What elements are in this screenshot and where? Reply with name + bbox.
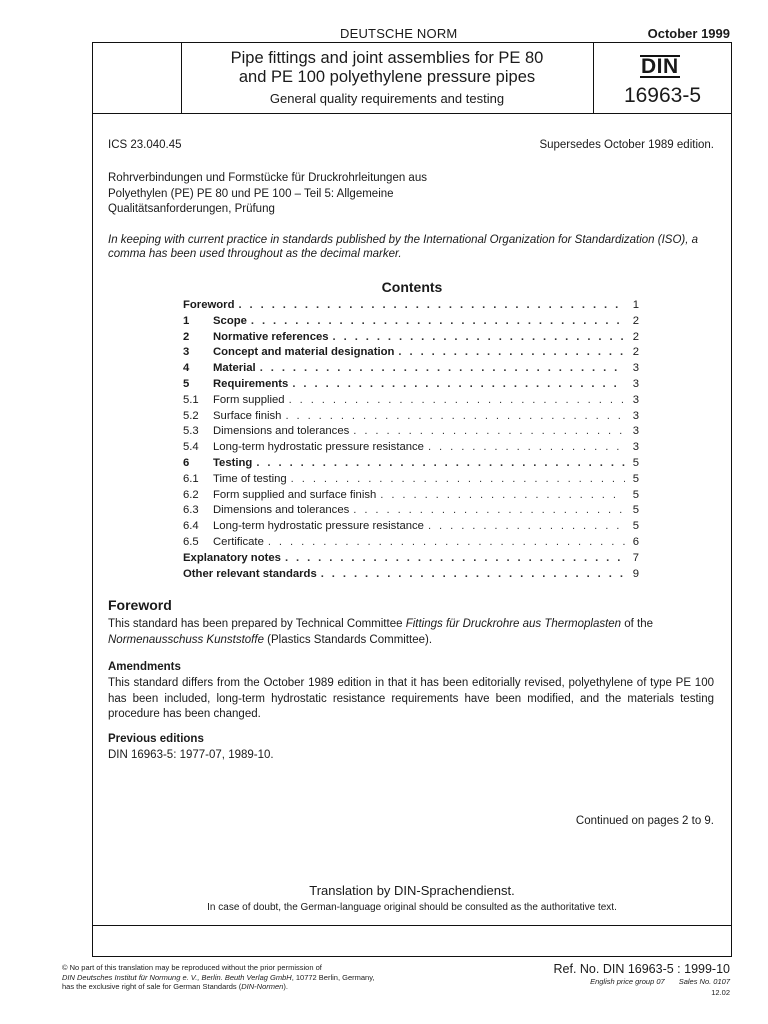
- document-subtitle: General quality requirements and testing: [269, 91, 505, 106]
- toc-entry-label: Form supplied: [213, 393, 285, 406]
- toc-entry-label: Other relevant standards: [183, 567, 317, 580]
- toc-entry: [183, 457, 639, 473]
- toc-entry: [183, 378, 639, 394]
- foreword-text-before: This standard has been prepared by Technical Committee: [108, 618, 406, 630]
- toc-dot-leader: [321, 568, 625, 580]
- toc-entry-page: 2: [632, 314, 639, 327]
- toc-dot-leader: [238, 299, 625, 311]
- toc-entry-page: 6: [632, 535, 639, 548]
- table-of-contents: [183, 299, 639, 583]
- toc-entry: [183, 568, 639, 584]
- toc-entry-label: Form supplied and surface finish: [213, 488, 377, 501]
- toc-entry-label: Dimensions and tolerances: [213, 425, 350, 438]
- toc-entry-page: 5: [632, 472, 639, 485]
- toc-entry-number: 4: [183, 362, 190, 375]
- toc-entry-label: Concept and material designation: [213, 346, 395, 359]
- copyright-line-3: has the exclusive right of sale for German Standards (: [62, 982, 242, 991]
- toc-dot-leader: [251, 315, 625, 327]
- toc-entry-label: Long-term hydrostatic pressure resistance: [213, 441, 424, 454]
- toc-entry: [183, 520, 639, 536]
- decimal-marker-note: In keeping with current practice in standards published by the International Organization for Standardization (ISO), a comma has been used throughout as the decimal marker.: [108, 234, 699, 260]
- toc-entry-page: 3: [632, 377, 639, 390]
- toc-dot-leader: [380, 489, 625, 501]
- toc-entry-label: Requirements: [213, 377, 289, 390]
- toc-entry: [183, 552, 639, 568]
- toc-entry-number: 5: [183, 377, 190, 390]
- toc-entry: [183, 425, 639, 441]
- din-number: 16963-5: [623, 84, 702, 107]
- toc-dot-leader: [289, 394, 625, 406]
- toc-entry-number: 5.2: [183, 409, 199, 422]
- copyright-close: ).: [283, 982, 288, 991]
- foreword-heading: Foreword: [108, 597, 172, 613]
- toc-entry-label: Explanatory notes: [183, 551, 281, 564]
- supersedes-note: Supersedes October 1989 edition.: [539, 139, 714, 151]
- toc-entry-page: 5: [632, 520, 639, 533]
- toc-dot-leader: [333, 331, 625, 343]
- toc-entry: [183, 536, 639, 552]
- toc-entry: [183, 299, 639, 315]
- toc-entry-page: 5: [632, 504, 639, 517]
- continued-note: Continued on pages 2 to 9.: [575, 815, 714, 827]
- bottom-divider: [92, 925, 732, 926]
- toc-dot-leader: [353, 425, 625, 437]
- toc-entry: [183, 331, 639, 347]
- toc-entry: [183, 504, 639, 520]
- toc-dot-leader: [353, 504, 625, 516]
- copyright-symbol: ©: [62, 963, 68, 972]
- previous-editions-text: DIN 16963-5: 1977-07, 1989-10.: [108, 749, 274, 761]
- foreword-committee: Fittings für Druckrohre aus Thermoplasten: [405, 618, 622, 630]
- toc-entry-page: 9: [632, 567, 639, 580]
- toc-entry-label: Certificate: [213, 535, 264, 548]
- toc-entry-page: 5: [632, 488, 639, 501]
- toc-entry-label: Scope: [213, 314, 247, 327]
- ics-code: ICS 23.040.45: [108, 139, 182, 151]
- toc-dot-leader: [428, 520, 625, 532]
- toc-entry-label: Time of testing: [213, 472, 287, 485]
- toc-entry: [183, 489, 639, 505]
- toc-entry-number: 6.1: [183, 472, 199, 485]
- toc-entry: [183, 394, 639, 410]
- toc-entry-number: 5.3: [183, 425, 199, 438]
- toc-entry-number: 6.4: [183, 520, 199, 533]
- german-title-line-3: Qualitätsanforderungen, Prüfung: [108, 203, 275, 215]
- toc-dot-leader: [428, 441, 625, 453]
- copyright-notice: [62, 963, 482, 992]
- contents-heading: Contents: [381, 279, 443, 295]
- toc-entry-page: 2: [632, 346, 639, 359]
- toc-entry-number: 5.1: [183, 393, 199, 406]
- german-title-line-1: Rohrverbindungen und Formstücke für Druckrohrleitungen aus: [108, 172, 427, 184]
- authoritative-text-note: In case of doubt, the German-language original should be consulted as the authoritative text.: [207, 902, 617, 913]
- toc-entry-number: 1: [183, 314, 190, 327]
- reference-number: Ref. No. DIN 16963-5 : 1999-10: [553, 962, 730, 976]
- din-logo-text: DIN: [641, 55, 679, 78]
- price-info: [590, 977, 730, 986]
- copyright-publisher: DIN Deutsches Institut für Normung e. V., Berlin. Beuth Verlag GmbH: [62, 972, 292, 982]
- previous-editions-heading: Previous editions: [108, 733, 204, 745]
- toc-entry: [183, 346, 639, 362]
- copyright-address: , 10772 Berlin, Germany,: [291, 972, 375, 982]
- toc-entry-number: 3: [183, 346, 190, 359]
- toc-entry-label: Dimensions and tolerances: [213, 504, 350, 517]
- publication-date: October 1999: [647, 26, 730, 41]
- toc-dot-leader: [285, 410, 625, 422]
- toc-entry-number: 6.3: [183, 504, 199, 517]
- copyright-din-normen: DIN-Normen: [241, 982, 284, 991]
- toc-entry-number: 5.4: [183, 441, 199, 454]
- toc-entry-number: 2: [183, 330, 190, 343]
- toc-entry-label: Long-term hydrostatic pressure resistance: [213, 520, 424, 533]
- toc-entry-page: 3: [632, 409, 639, 422]
- toc-dot-leader: [285, 552, 625, 564]
- toc-entry-label: Surface finish: [213, 409, 282, 422]
- toc-entry-page: 5: [632, 456, 639, 469]
- toc-dot-leader: [398, 346, 625, 358]
- foreword-text-of: of the: [621, 618, 654, 630]
- sales-number: Sales No. 0107: [678, 977, 730, 986]
- toc-dot-leader: [292, 378, 625, 390]
- title-line-1: Pipe fittings and joint assemblies for PE 80: [230, 49, 544, 67]
- foreword-organization: Normenausschuss Kunststoffe: [108, 633, 264, 646]
- toc-entry-page: 7: [632, 551, 639, 564]
- toc-entry-label: Material: [213, 362, 256, 375]
- print-code: 12.02: [711, 988, 730, 997]
- toc-entry: [183, 473, 639, 489]
- title-line-2: and PE 100 polyethylene pressure pipes: [238, 68, 536, 86]
- document-title: [181, 49, 593, 87]
- din-logo: [640, 55, 680, 79]
- toc-entry-page: 2: [632, 330, 639, 343]
- price-group: English price group 07: [590, 977, 665, 986]
- toc-entry-number: 6.2: [183, 488, 199, 501]
- standard-type-label: DEUTSCHE NORM: [340, 26, 458, 41]
- foreword-text: [108, 617, 714, 648]
- toc-dot-leader: [268, 536, 625, 548]
- toc-dot-leader: [256, 457, 625, 469]
- translation-line: Translation by DIN-Sprachendienst.: [309, 883, 515, 898]
- toc-entry: [183, 362, 639, 378]
- toc-entry-label: Normative references: [213, 330, 329, 343]
- toc-entry: [183, 441, 639, 457]
- toc-dot-leader: [260, 362, 625, 374]
- copyright-line-1: No part of this translation may be reproduced without the prior permission of: [69, 963, 322, 972]
- german-title-line-2: Polyethylen (PE) PE 80 und PE 100 – Teil 5: Allgemeine: [108, 187, 394, 200]
- toc-entry: [183, 410, 639, 426]
- toc-dot-leader: [291, 473, 625, 485]
- toc-entry-page: 3: [632, 393, 639, 406]
- amendments-text: This standard differs from the October 1989 edition in that it has been editorially revised, polyethylene of type PE 100 has been included, long-term hydrostatic resistance requirements have been modified, and the materials testing procedure has been changed.: [108, 677, 714, 720]
- toc-entry-label: Testing: [213, 456, 253, 469]
- toc-entry-number: 6: [183, 456, 190, 469]
- toc-entry-page: 3: [632, 362, 639, 375]
- toc-entry-page: 3: [632, 441, 639, 454]
- foreword-text-after: (Plastics Standards Committee).: [263, 633, 433, 646]
- amendments-heading: Amendments: [108, 661, 181, 673]
- toc-entry-number: 6.5: [183, 535, 199, 548]
- toc-entry: [183, 315, 639, 331]
- toc-entry-page: 3: [632, 425, 639, 438]
- toc-entry-label: Foreword: [183, 299, 235, 311]
- german-title: [108, 171, 508, 218]
- toc-entry-page: 1: [632, 299, 639, 311]
